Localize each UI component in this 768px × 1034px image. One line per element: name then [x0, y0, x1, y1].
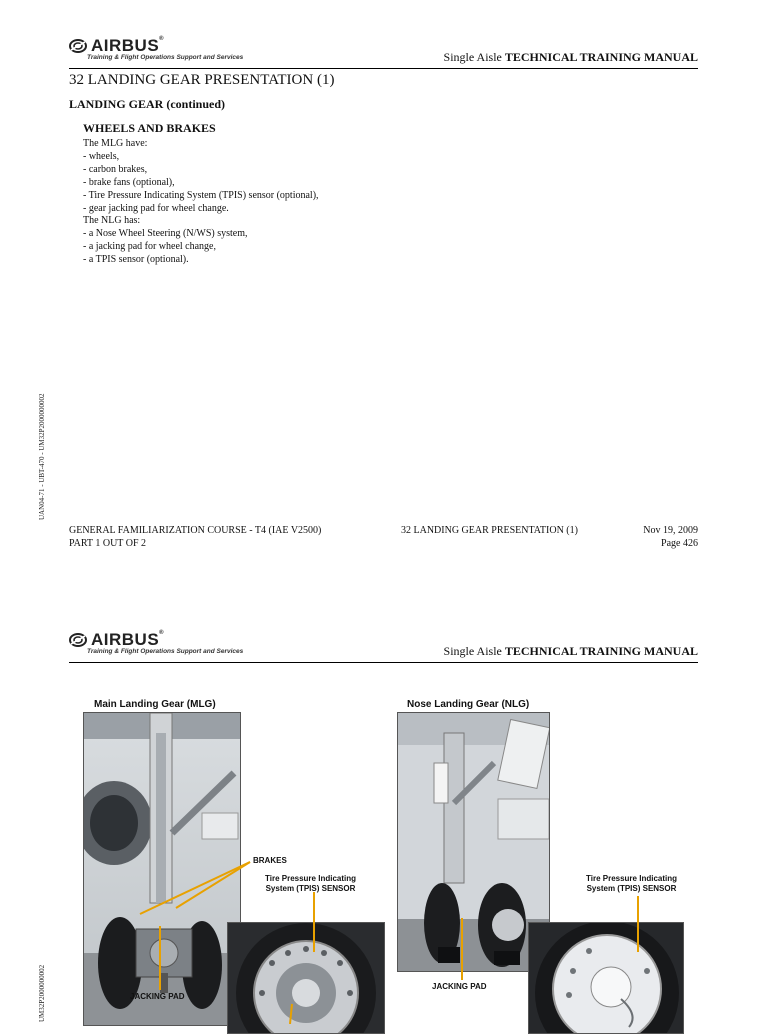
sub-title: WHEELS AND BRAKES: [83, 121, 216, 135]
side-reference-code: UAN04-71 - UBT-470 - UM32P2000000002: [38, 393, 46, 520]
airbus-swirl-icon: [69, 38, 89, 54]
footer-course: GENERAL FAMILIARIZATION COURSE - T4 (IAE V2500): [69, 525, 322, 536]
logo-subtitle: Training & Flight Operations Support and Services: [87, 648, 244, 655]
text-line: - brake fans (optional),: [83, 176, 175, 188]
manual-page-figure: [0, 600, 768, 1024]
mlg-jacking-pad-callout: JACKING PAD: [130, 992, 185, 1001]
text-line: The NLG has:: [83, 215, 141, 227]
side-reference-code: UM32P2000000002: [38, 964, 46, 1022]
callout-leader-lines: [0, 600, 768, 1024]
footer-chapter: 32 LANDING GEAR PRESENTATION (1): [401, 525, 578, 536]
text-line: - a Nose Wheel Steering (N/WS) system,: [83, 228, 248, 240]
page-header: [69, 36, 698, 69]
section-title: LANDING GEAR (continued): [69, 97, 226, 111]
footer-part: PART 1 OUT OF 2: [69, 538, 147, 549]
nlg-figure-title: Nose Landing Gear (NLG): [407, 699, 530, 710]
manual-name: TECHNICAL TRAINING MANUAL: [504, 644, 698, 658]
mlg-figure-title: Main Landing Gear (MLG): [94, 699, 216, 710]
tpis-label-line1: Tire Pressure Indicating: [265, 874, 356, 883]
body-text: [83, 138, 319, 267]
text-line: The MLG have:: [83, 138, 148, 149]
manual-prefix: Single Aisle: [443, 644, 502, 658]
tpis-label-line2: System (TPIS) SENSOR: [586, 884, 677, 893]
text-line: - a jacking pad for wheel change,: [83, 241, 216, 253]
tpis-label-line1: Tire Pressure Indicating: [586, 874, 677, 883]
logo-wordmark: AIRBUS: [91, 630, 160, 649]
logo-wordmark: AIRBUS: [91, 36, 160, 55]
chapter-title: 32 LANDING GEAR PRESENTATION (1): [69, 72, 335, 88]
registered-mark: ®: [159, 36, 165, 42]
text-line: - a TPIS sensor (optional).: [83, 254, 189, 266]
manual-prefix: Single Aisle: [443, 50, 502, 64]
footer-date: Nov 19, 2009: [643, 525, 698, 536]
text-line: - gear jacking pad for wheel change.: [83, 202, 229, 214]
footer-page-number: Page 426: [661, 538, 698, 549]
manual-title: [444, 50, 698, 65]
tpis-label-line2: System (TPIS) SENSOR: [265, 884, 356, 893]
brakes-callout: BRAKES: [253, 856, 287, 865]
text-line: - carbon brakes,: [83, 163, 148, 175]
text-line: - wheels,: [83, 150, 120, 162]
nlg-jacking-pad-callout: JACKING PAD: [432, 982, 487, 991]
text-line: - Tire Pressure Indicating System (TPIS) sensor (optional),: [83, 189, 319, 201]
nlg-tpis-callout: [586, 874, 677, 894]
logo-subtitle: Training & Flight Operations Support and Services: [87, 54, 244, 61]
airbus-logo: [69, 36, 269, 66]
mlg-tpis-callout: [265, 874, 356, 894]
registered-mark: ®: [159, 630, 165, 636]
manual-name: TECHNICAL TRAINING MANUAL: [504, 50, 698, 64]
